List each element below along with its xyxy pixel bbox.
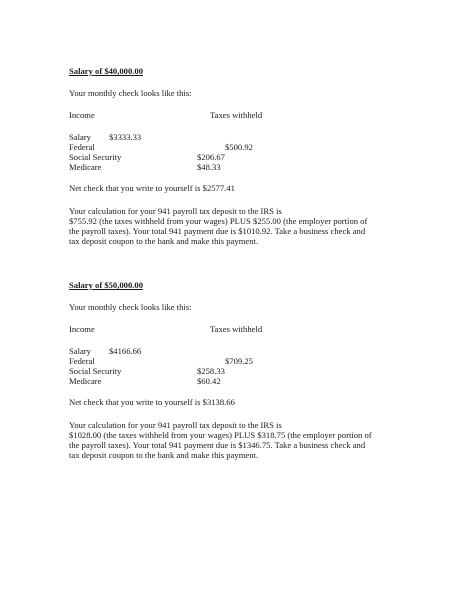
salary-label: Salary — [69, 346, 91, 357]
medicare-row — [69, 376, 411, 386]
medicare-amount: $48.33 — [197, 162, 221, 173]
federal-row — [69, 142, 411, 152]
calculation-line: Your calculation for your 941 payroll tax deposit to the IRS is — [69, 419, 282, 430]
medicare-label: Medicare — [69, 162, 102, 173]
paycheck-breakdown — [69, 132, 411, 172]
deposit-calculation — [69, 420, 411, 461]
social-security-amount: $258.33 — [197, 366, 225, 377]
salary-label: Salary — [69, 132, 91, 143]
column-headers — [69, 110, 411, 120]
calculation-line: the payroll taxes). Your total 941 payment due is $1010.92. Take a business check and — [69, 226, 366, 237]
deposit-calculation — [69, 206, 411, 247]
social-security-row — [69, 152, 411, 162]
column-headers — [69, 324, 411, 334]
section-heading: Salary of $50,000.00 — [69, 280, 143, 290]
medicare-amount: $60.42 — [197, 376, 221, 387]
salary-section-50000 — [69, 280, 411, 460]
federal-label: Federal — [69, 142, 95, 153]
taxes-column-header: Taxes withheld — [210, 110, 263, 121]
net-check-text: Net check that you write to yourself is $3138.66 — [69, 397, 235, 408]
social-security-label: Social Security — [69, 152, 122, 163]
medicare-label: Medicare — [69, 376, 102, 387]
net-check-text: Net check that you write to yourself is $2577.41 — [69, 183, 235, 194]
income-column-header: Income — [69, 110, 95, 121]
medicare-row — [69, 162, 411, 172]
salary-section-40000 — [69, 66, 411, 246]
calculation-line: tax deposit coupon to the bank and make this payment. — [69, 450, 259, 461]
social-security-label: Social Security — [69, 366, 122, 377]
income-column-header: Income — [69, 324, 95, 335]
calculation-line: $1028.00 (the taxes withheld from your wages) PLUS $318.75 (the employer portion of — [69, 429, 372, 440]
salary-row — [69, 346, 411, 356]
calculation-line: Your calculation for your 941 payroll tax deposit to the IRS is — [69, 205, 282, 216]
intro-text: Your monthly check looks like this: — [69, 302, 192, 313]
federal-amount: $500.92 — [225, 142, 253, 153]
calculation-line: the payroll taxes). Your total 941 payment due is $1346.75. Take a business check and — [69, 440, 366, 451]
federal-row — [69, 356, 411, 366]
intro-text: Your monthly check looks like this: — [69, 88, 192, 99]
social-security-amount: $206.67 — [197, 152, 225, 163]
federal-label: Federal — [69, 356, 95, 367]
salary-row — [69, 132, 411, 142]
social-security-row — [69, 366, 411, 376]
paycheck-breakdown — [69, 346, 411, 386]
salary-amount: $3333.33 — [109, 132, 142, 143]
calculation-line: tax deposit coupon to the bank and make this payment. — [69, 236, 259, 247]
federal-amount: $709.25 — [225, 356, 253, 367]
section-heading: Salary of $40,000.00 — [69, 66, 143, 76]
taxes-column-header: Taxes withheld — [210, 324, 263, 335]
calculation-line: $755.92 (the taxes withheld from your wages) PLUS $255.00 (the employer portion of — [69, 215, 368, 226]
salary-amount: $4166.66 — [109, 346, 142, 357]
